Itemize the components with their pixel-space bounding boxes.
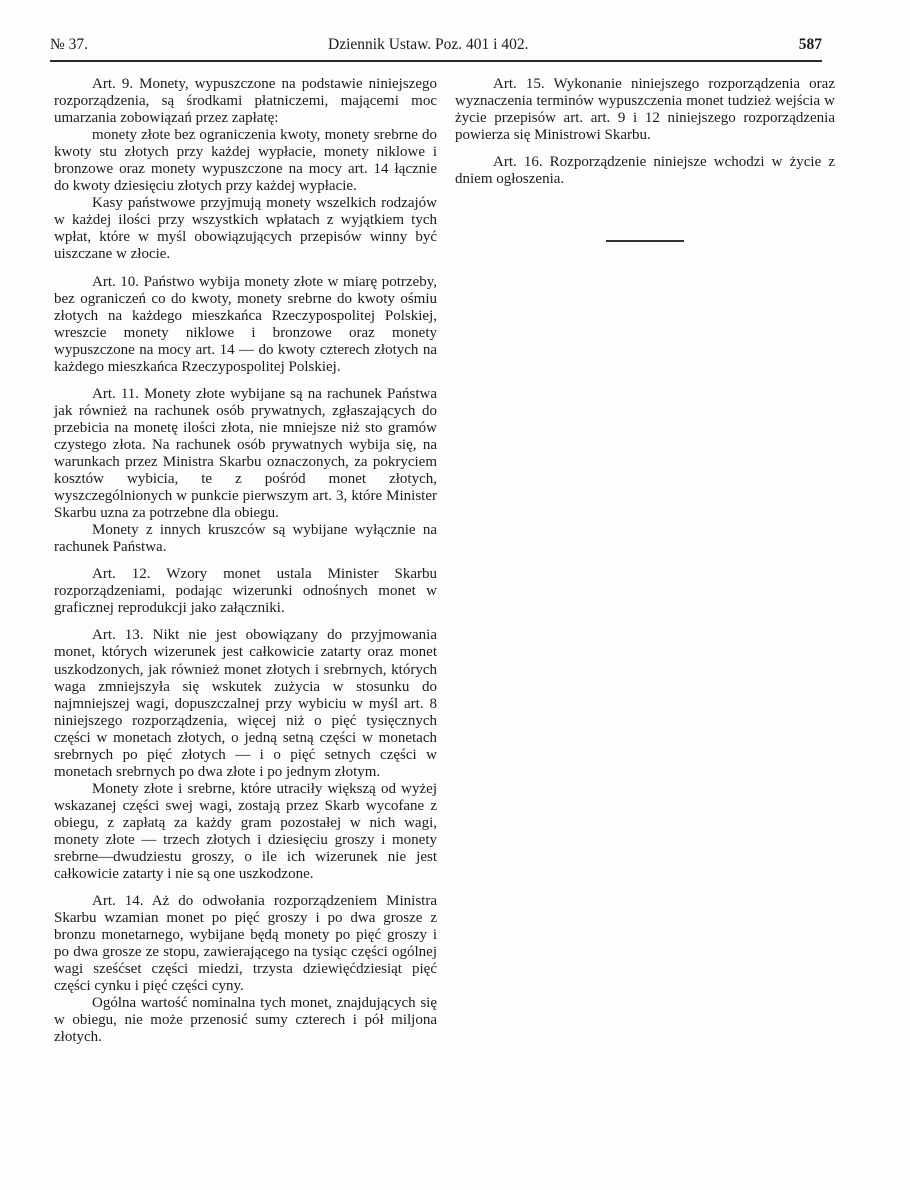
article-subparagraph: monety złote bez ograniczenia kwoty, monety srebrne do kwoty stu złotych przy każdej wypłacie, monety niklowe i bronzowe oraz monety wypuszczone na mocy art. 14 łącznie do kwoty dziesięciu złotych przy każdej wypłacie.	[54, 127, 437, 195]
article-paragraph: Art. 10. Państwo wybija monety złote w miarę potrzeby, bez ograniczeń co do kwoty, monety srebrne do kwoty ośmiu złotych na każdego mieszkańca Rzeczypospolitej Polskiej, wreszcie monety niklowe i bronzowe oraz monety wypuszczone na mocy art. 14 — do kwoty czterech złotych na każdego mieszkańca Rzeczypospolitej Polskiej.	[54, 273, 437, 375]
article-block	[54, 627, 437, 883]
journal-title: Dziennik Ustaw. Poz. 401 i 402.	[328, 36, 529, 53]
article-block	[54, 893, 437, 1046]
article-block	[54, 76, 437, 264]
article-block	[54, 566, 437, 617]
article-block	[455, 76, 835, 144]
article-block	[455, 154, 835, 188]
article-block	[54, 386, 437, 556]
article-paragraph: Art. 9. Monety, wypuszczone na podstawie niniejszego rozporządzenia, są środkami płatniczemi, mającemi moc umarzania zobowiązań przez zapłatę:	[54, 76, 437, 127]
article-paragraph: Art. 11. Monety złote wybijane są na rachunek Państwa jak również na rachunek osób prywatnych, zgłaszających do przebicia na monetę ilości złota, nie mniejsze niż sto gramów czystego złota. Na rachunek osób prywatnych wybija się, na warunkach przez Ministra Skarbu oznaczonych, za pokryciem kosztów wybicia, te z pośród monet złotych, wyszczególnionych w punkcie pierwszym art. 3, które Minister Skarbu uzna za potrzebne dla obiegu.	[54, 385, 437, 522]
page-number: 587	[798, 36, 822, 53]
header-rule	[50, 60, 822, 62]
issue-number: № 37.	[50, 36, 89, 53]
article-subparagraph: Kasy państwowe przyjmują monety wszelkich rodzajów w każdej ilości przy wszystkich wpłatach z wyjątkiem tych wpłat, które w myśl obowiązujących przepisów winny być uiszczane w złocie.	[54, 195, 437, 263]
article-paragraph: Art. 15. Wykonanie niniejszego rozporządzenia oraz wyznaczenia terminów wypuszczenia monet tudzież wejścia w życie przepisów art. art. 9 i 12 niniejszego rozporządzenia powierza się Ministrowi Skarbu.	[455, 76, 835, 144]
article-paragraph: Art. 14. Aż do odwołania rozporządzeniem Ministra Skarbu wzamian monet po pięć groszy i po dwa grosze z bronzu monetarnego, wybijane będą monety po pięć groszy i po dwa grosze ze stopu, zawierającego na tysiąc części ogólnej wagi sześćset części miedzi, trzysta dziewięćdziesiąt pięć części cynku i pięć części cyny.	[54, 893, 437, 995]
article-paragraph: Art. 16. Rozporządzenie niniejsze wchodzi w życie z dniem ogłoszenia.	[455, 154, 835, 188]
article-paragraph: Art. 13. Nikt nie jest obowiązany do przyjmowania monet, których wizerunek jest całkowicie zatarty oraz monet uszkodzonych, jak również monet złotych i srebrnych, których waga zmniejszyła się wskutek zużycia w stosunku do najmniejszej wagi, dopuszczalnej przy wybiciu w myśl art. 8 niniejszego rozporządzenia, więcej niż o pięć tysięcznych części w monetach złotych, o jedną setną części w monetach srebrnych po pięć złotych — i o pięć setnych części w monetach srebrnych po dwa złote i po jednym złotym.	[54, 627, 437, 780]
page-header	[50, 36, 822, 58]
article-subparagraph: Monety z innych kruszców są wybijane wyłącznie na rachunek Państwa.	[54, 522, 437, 556]
article-subparagraph: Monety złote i srebrne, które utraciły większą od wyżej wskazanej części swej wagi, zostają przez Skarb wycofane z obiegu, z zapłatą za każdy gram pozostałej w nich wagi, monety złote — trzech złotych i dziesięciu groszy i monety srebrne—dwudziestu groszy, o ile ich wizerunek nie jest całkowicie zatarty i nie są one uszkodzone.	[54, 780, 437, 883]
section-separator	[606, 240, 684, 242]
article-paragraph: Art. 12. Wzory monet ustala Minister Skarbu rozporządzeniami, podając wizerunki odnośnych monet w graficznej reprodukcji jako załączniki.	[54, 566, 437, 617]
left-column	[54, 76, 437, 1057]
right-column	[455, 76, 835, 198]
article-subparagraph: Ogólna wartość nominalna tych monet, znajdujących się w obiegu, nie może przenosić sumy czterech i pół miljona złotych.	[54, 995, 437, 1046]
article-block	[54, 274, 437, 376]
